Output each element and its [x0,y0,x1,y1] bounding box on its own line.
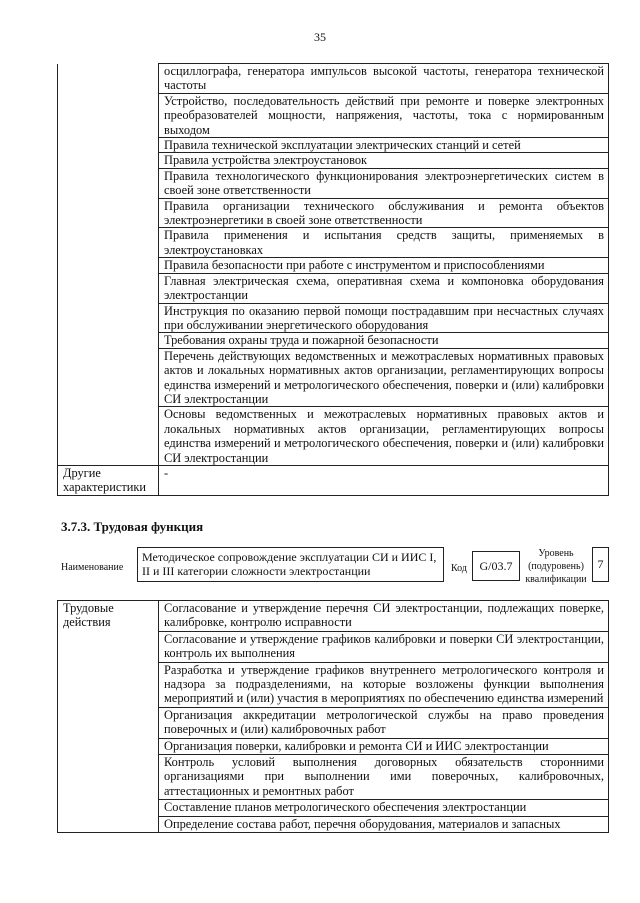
table-cell: Контроль условий выполнения договорных обязательств сторонними организациями при выполнении ими поверочных, калибровочных, аттестационных и ремонтных работ [159,755,609,800]
table-cell: Устройство, последовательность действий при ремонте и поверке электронных преобразователей мощности, напряжения, частоты, тока с нормированным выходом [159,93,609,137]
table-cell: осциллографа, генератора импульсов высокой частоты, генератора технической частоты [159,64,609,94]
table-cell: Главная электрическая схема, оперативная схема и компоновка оборудования электростанции [159,273,609,303]
other-characteristics-value: - [159,465,609,495]
name-label: Наименование [61,562,124,573]
table-cell: Инструкция по оказанию первой помощи пострадавшим при несчастных случаях при обслуживании энергетического оборудования [159,303,609,333]
code-label: Код [451,563,467,574]
table-cell: Определение состава работ, перечня оборудования, материалов и запасных [159,816,609,832]
page-number: 35 [314,30,326,44]
labor-actions-label: Трудовые действия [58,601,159,833]
name-value: Методическое сопровождение эксплуатации СИ и ИИС I, II и III категории сложности электростанции [137,547,444,582]
table-cell: Организация аккредитации метрологической службы на право проведения поверочных и (или) калибровочных работ [159,707,609,738]
table-row [58,601,609,632]
label-cell-empty [58,64,159,466]
table-cell: Разработка и утверждение графиков внутреннего метрологического контроля и надзора за подразделениями, на которые возложены функции выполнения мероприятий и (или) участия в мероприятиях по обеспечению единства измерений [159,662,609,707]
table-cell: Правила технической эксплуатации электрических станций и сетей [159,138,609,153]
level-label: Уровень (подуровень) квалификации [525,548,587,585]
table-cell: Правила устройства электроустановок [159,153,609,168]
table-row [58,465,609,495]
table-cell: Перечень действующих ведомственных и межотраслевых нормативных правовых актов и локальных нормативных актов организации, регламентирующих вопросы единства измерений и метрологического обеспечения, поверки и (или) калибровки СИ электростанции [159,348,609,407]
table-cell: Согласование и утверждение графиков калибровки и поверки СИ электростанции, контроль их выполнения [159,631,609,662]
table-cell: Правила технологического функционирования электроэнергетических систем в своей зоне ответственности [159,168,609,198]
table-cell: Основы ведомственных и межотраслевых нормативных правовых актов и локальных нормативных актов организации, регламентирующих вопросы единства измерений и метрологического обеспечения, поверки и (или) калибровки СИ электростанции [159,407,609,466]
table-cell: Согласование и утверждение перечня СИ электростанции, подлежащих поверке, калибровке, контролю исправности [159,601,609,632]
table-row [58,64,609,94]
other-characteristics-label: Другие характеристики [58,465,159,495]
table-cell: Организация поверки, калибровки и ремонта СИ и ИИС электростанции [159,738,609,754]
level-value: 7 [592,547,609,582]
table-cell: Требования охраны труда и пожарной безопасности [159,333,609,348]
knowledge-table [57,63,609,496]
code-value: G/03.7 [472,551,520,581]
section-heading: 3.7.3. Трудовая функция [61,519,204,534]
table-cell: Правила применения и испытания средств защиты, применяемых в электроустановках [159,228,609,258]
labor-actions-table [57,600,609,833]
table-cell: Правила организации технического обслуживания и ремонта объектов электроэнергетики в своей зоне ответственности [159,198,609,228]
table-cell: Составление планов метрологического обеспечения электростанции [159,800,609,816]
table-cell: Правила безопасности при работе с инструментом и приспособлениями [159,258,609,273]
